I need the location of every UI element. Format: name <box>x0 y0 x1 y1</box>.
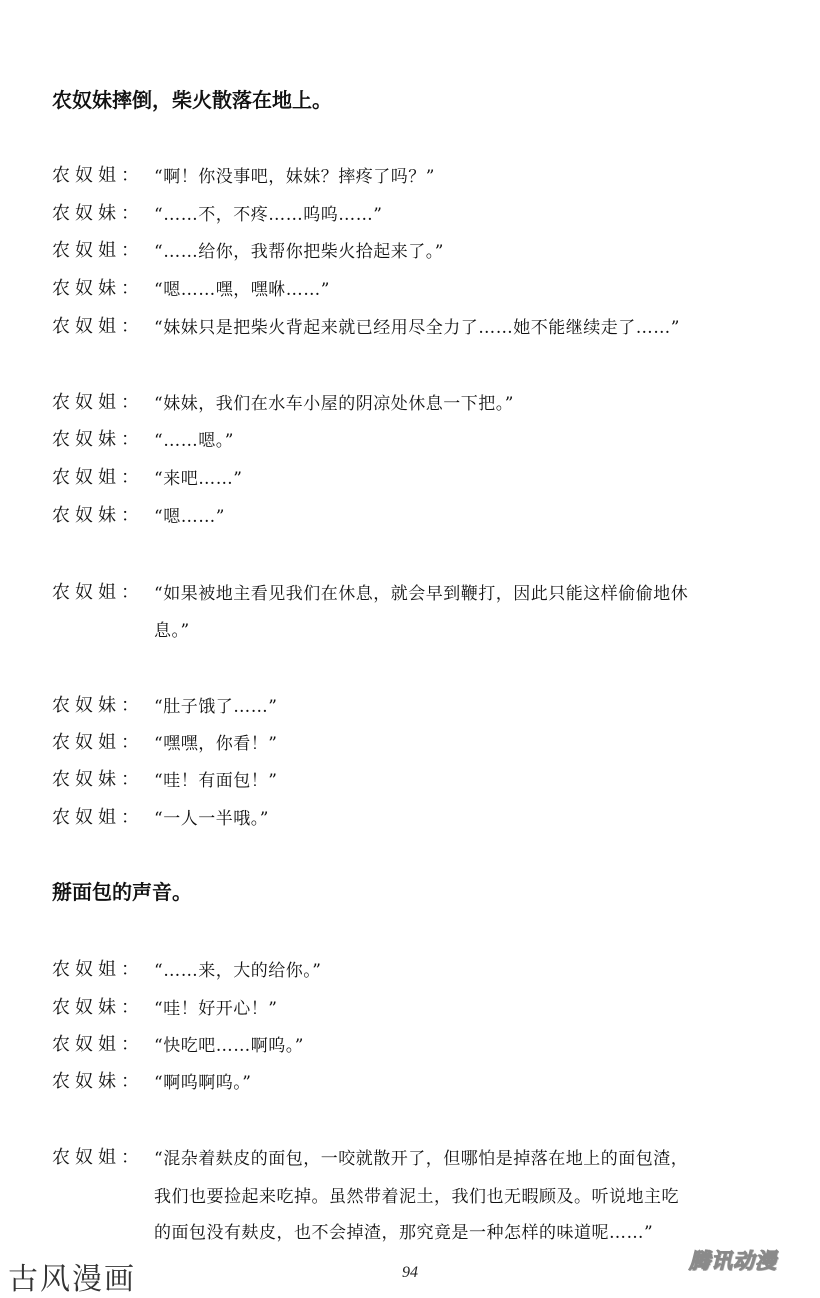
dialogue-line <box>52 158 435 190</box>
dialogue-line <box>52 460 242 492</box>
speaker-label: 农奴姐： <box>52 732 144 753</box>
dialogue-text: “混杂着麸皮的面包，一咬就散开了，但哪怕是掉落在地上的面包渣， <box>154 1148 689 1169</box>
dialogue-text: “肚子饿了……” <box>154 696 278 717</box>
dialogue-text: “一人一半哦。” <box>154 808 269 829</box>
dialogue-line <box>52 762 277 794</box>
dialogue-text: “妹妹只是把柴火背起来就已经用尽全力了……她不能继续走了……” <box>154 317 680 338</box>
dialogue-text: “来吧……” <box>154 468 243 489</box>
dialogue-line <box>52 196 382 228</box>
dialogue-line <box>52 1027 304 1059</box>
speaker-label: 农奴妹： <box>52 997 144 1018</box>
dialogue-text: “嗯……” <box>154 506 225 527</box>
dialogue-text: “如果被地主看见我们在休息，就会早到鞭打，因此只能这样偷偷地休 <box>154 583 689 604</box>
dialogue-text: “……嗯。” <box>154 430 234 451</box>
dialogue-line <box>52 688 277 720</box>
speaker-label: 农奴姐： <box>52 959 144 980</box>
dialogue-text: “哇！好开心！” <box>154 998 278 1019</box>
dialogue-line <box>52 422 234 454</box>
speaker-label: 农奴妹： <box>52 769 144 790</box>
speaker-label: 农奴妹： <box>52 429 144 450</box>
dialogue-text: “嗯……嘿，嘿咻……” <box>154 279 330 300</box>
dialogue-continuation: 的面包没有麸皮，也不会掉渣，那究竟是一种怎样的味道呢……” <box>154 1222 654 1243</box>
stage-direction-heading: 掰面包的声音。 <box>52 880 192 904</box>
speaker-label: 农奴姐： <box>52 807 144 828</box>
dialogue-text: “嘿嘿，你看！” <box>154 733 278 754</box>
speaker-label: 农奴姐： <box>52 392 144 413</box>
dialogue-line <box>52 385 514 417</box>
speaker-label: 农奴姐： <box>52 240 144 261</box>
dialogue-line <box>52 952 321 984</box>
dialogue-line <box>52 233 444 265</box>
watermark-right: 腾讯动漫 <box>689 1249 777 1273</box>
speaker-label: 农奴姐： <box>52 467 144 488</box>
dialogue-line <box>52 725 277 757</box>
speaker-label: 农奴妹： <box>52 695 144 716</box>
dialogue-text: “啊呜啊呜。” <box>154 1072 252 1093</box>
page-number: 94 <box>402 1264 418 1281</box>
speaker-label: 农奴妹： <box>52 278 144 299</box>
dialogue-line <box>52 498 225 530</box>
dialogue-text: “啊！你没事吧，妹妹？摔疼了吗？” <box>154 166 435 187</box>
dialogue-text: “……不，不疼……呜呜……” <box>154 204 383 225</box>
speaker-label: 农奴姐： <box>52 316 144 337</box>
dialogue-text: “妹妹，我们在水车小屋的阴凉处休息一下把。” <box>154 393 514 414</box>
dialogue-line <box>52 1140 688 1172</box>
dialogue-line <box>52 575 688 607</box>
dialogue-line <box>52 271 330 303</box>
speaker-label: 农奴妹： <box>52 1071 144 1092</box>
speaker-label: 农奴姐： <box>52 165 144 186</box>
dialogue-text: “哇！有面包！” <box>154 770 278 791</box>
speaker-label: 农奴妹： <box>52 203 144 224</box>
dialogue-continuation: 息。” <box>154 620 190 641</box>
dialogue-line <box>52 1064 251 1096</box>
stage-direction-heading: 农奴妹摔倒，柴火散落在地上。 <box>52 88 332 112</box>
dialogue-line <box>52 800 269 832</box>
dialogue-line <box>52 990 277 1022</box>
speaker-label: 农奴姐： <box>52 582 144 603</box>
dialogue-text: “……来，大的给你。” <box>154 960 322 981</box>
watermark-left: 古风漫画 <box>8 1262 136 1297</box>
speaker-label: 农奴姐： <box>52 1034 144 1055</box>
dialogue-line <box>52 309 680 341</box>
speaker-label: 农奴姐： <box>52 1147 144 1168</box>
speaker-label: 农奴妹： <box>52 505 144 526</box>
dialogue-text: “快吃吧……啊呜。” <box>154 1035 304 1056</box>
dialogue-continuation: 我们也要捡起来吃掉。虽然带着泥土，我们也无暇顾及。听说地主吃 <box>154 1186 679 1207</box>
dialogue-text: “……给你，我帮你把柴火拾起来了。” <box>154 241 444 262</box>
